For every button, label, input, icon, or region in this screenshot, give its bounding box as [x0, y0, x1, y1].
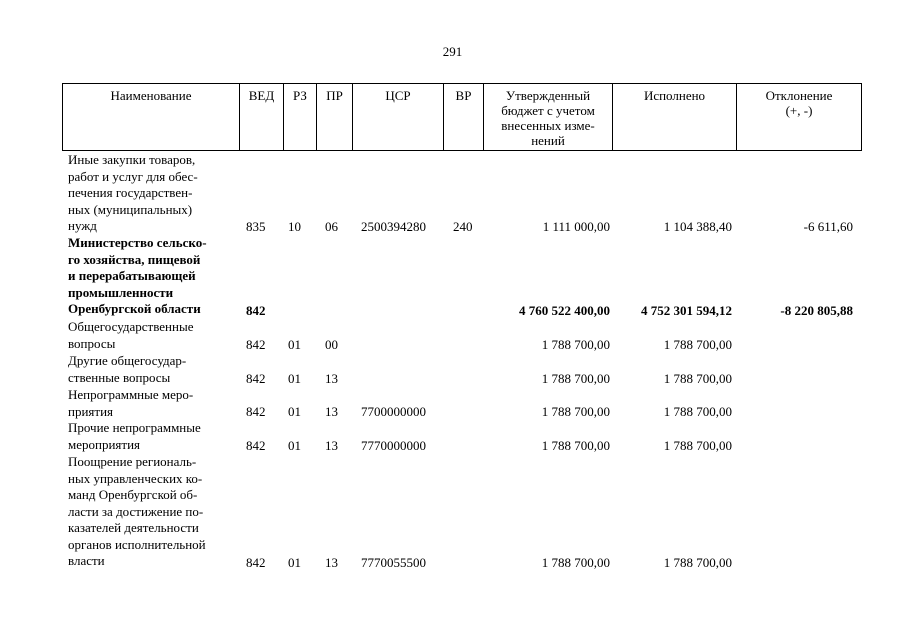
- table-row: [0, 319, 905, 353]
- header-csr: ЦСР: [353, 84, 444, 150]
- row-budget: 1 111 000,00: [542, 218, 610, 234]
- header-pr: ПР: [317, 84, 353, 150]
- table-row: [0, 235, 905, 319]
- header-executed: Исполнено: [613, 84, 737, 150]
- row-pr: 06: [325, 218, 338, 234]
- row-executed: 1 788 700,00: [663, 437, 732, 453]
- row-name: Непрограммные меро- приятия: [68, 387, 194, 419]
- row-executed: 4 752 301 594,12: [641, 302, 732, 318]
- row-executed: 1 104 388,40: [663, 218, 732, 234]
- table-row: [0, 454, 905, 571]
- row-deviation: -6 611,60: [803, 218, 853, 234]
- row-csr: 7700000000: [361, 403, 426, 419]
- row-budget: 4 760 522 400,00: [519, 302, 610, 318]
- row-ved: 842: [246, 437, 266, 453]
- row-name: Общегосударственные вопросы: [68, 319, 194, 351]
- table-header: [62, 83, 862, 151]
- row-executed: 1 788 700,00: [663, 370, 732, 386]
- row-rz: 01: [288, 554, 301, 570]
- header-rz: РЗ: [284, 84, 317, 150]
- row-pr: 13: [325, 370, 338, 386]
- row-name: Другие общегосудар- ственные вопросы: [68, 353, 187, 385]
- row-budget: 1 788 700,00: [541, 403, 610, 419]
- row-ved: 842: [246, 370, 266, 386]
- table-row: [0, 152, 905, 235]
- row-pr: 13: [325, 403, 338, 419]
- row-budget: 1 788 700,00: [541, 336, 610, 352]
- row-rz: 01: [288, 370, 301, 386]
- row-executed: 1 788 700,00: [663, 403, 732, 419]
- row-name: Иные закупки товаров, работ и услуг для обес- печения государствен- ных (муниципальных) нужд: [68, 152, 198, 233]
- table-row: [0, 387, 905, 420]
- row-ved: 842: [246, 336, 266, 352]
- table-row: [0, 420, 905, 454]
- row-budget: 1 788 700,00: [541, 554, 610, 570]
- row-executed: 1 788 700,00: [663, 554, 732, 570]
- row-budget: 1 788 700,00: [541, 370, 610, 386]
- row-deviation: -8 220 805,88: [780, 302, 853, 318]
- row-budget: 1 788 700,00: [541, 437, 610, 453]
- row-ved: 842: [246, 554, 266, 570]
- row-vr: 240: [453, 218, 473, 234]
- header-name: Наименование: [63, 84, 240, 150]
- row-ved: 835: [246, 218, 266, 234]
- row-rz: 01: [288, 437, 301, 453]
- table-row: [0, 353, 905, 387]
- row-name: Министерство сельско- го хозяйства, пищевой и перерабатывающей промышленности Оренбургской области: [68, 235, 207, 316]
- row-ved: 842: [246, 302, 266, 318]
- header-budget: Утвержденный бюджет с учетом внесенных изме- нений: [484, 84, 613, 150]
- row-pr: 13: [325, 554, 338, 570]
- header-ved: ВЕД: [240, 84, 284, 150]
- row-name: Прочие непрограммные мероприятия: [68, 420, 201, 452]
- row-pr: 00: [325, 336, 338, 352]
- page-number: 291: [442, 44, 463, 59]
- row-name: Поощрение региональ- ных управленческих ко- манд Оренбургской об- ласти за достижение по- казателей деятельности органов исполнительной власти: [68, 454, 206, 568]
- row-ved: 842: [246, 403, 266, 419]
- row-csr: 7770000000: [361, 437, 426, 453]
- header-deviation: Отклонение (+, -): [765, 88, 833, 118]
- row-csr: 7770055500: [361, 554, 426, 570]
- row-rz: 01: [288, 403, 301, 419]
- row-executed: 1 788 700,00: [663, 336, 732, 352]
- header-vr: ВР: [444, 84, 484, 150]
- row-pr: 13: [325, 437, 338, 453]
- row-csr: 2500394280: [361, 218, 426, 234]
- row-rz: 01: [288, 336, 301, 352]
- row-rz: 10: [288, 218, 301, 234]
